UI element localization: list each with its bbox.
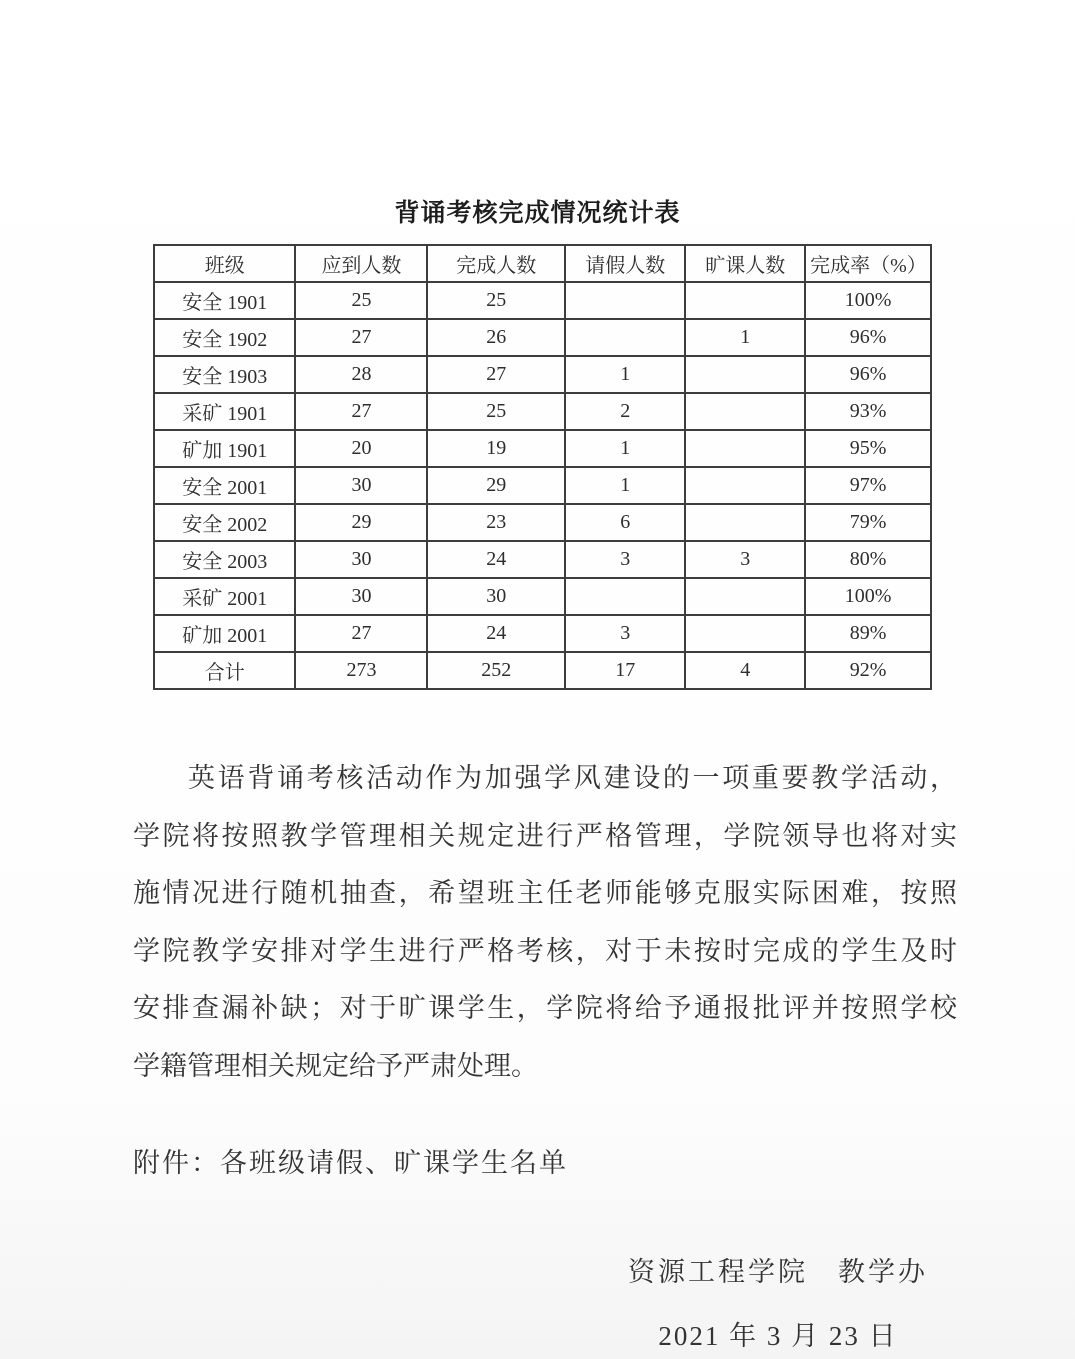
cell-class: 矿加 1901: [154, 430, 295, 467]
cell-expected: 25: [295, 282, 427, 319]
cell-expected: 27: [295, 393, 427, 430]
cell-expected: 20: [295, 430, 427, 467]
cell-class: 矿加 2001: [154, 615, 295, 652]
header-completed-count: 完成人数: [427, 245, 565, 282]
table-row: [154, 319, 931, 356]
cell-completed: 25: [427, 282, 565, 319]
cell-leave: 3: [565, 541, 685, 578]
table-row: [154, 615, 931, 652]
cell-expected: 28: [295, 356, 427, 393]
cell-rate: 100%: [805, 578, 931, 615]
signature-department: 资源工程学院 教学办: [628, 1257, 928, 1287]
cell-absent: [685, 615, 805, 652]
signature-block: [628, 1250, 928, 1353]
cell-expected: 29: [295, 504, 427, 541]
cell-absent: [685, 467, 805, 504]
table-header-row: [154, 245, 931, 282]
cell-leave: 17: [565, 652, 685, 689]
table-row: [154, 541, 931, 578]
cell-class: 安全 2001: [154, 467, 295, 504]
cell-class: 采矿 1901: [154, 393, 295, 430]
table-row: [154, 430, 931, 467]
header-leave-count: 请假人数: [565, 245, 685, 282]
cell-class: 安全 1903: [154, 356, 295, 393]
cell-leave: [565, 282, 685, 319]
attachment-note: 附件：各班级请假、旷课学生名单: [133, 1148, 568, 1178]
cell-rate: 92%: [805, 652, 931, 689]
cell-class: 安全 2003: [154, 541, 295, 578]
cell-leave: 2: [565, 393, 685, 430]
cell-completed: 26: [427, 319, 565, 356]
document-title: 背诵考核完成情况统计表: [394, 200, 681, 227]
cell-absent: 4: [685, 652, 805, 689]
cell-expected: 30: [295, 467, 427, 504]
table-row: [154, 578, 931, 615]
cell-expected: 30: [295, 541, 427, 578]
cell-leave: [565, 578, 685, 615]
signature-date: 2021 年 3 月 23 日: [658, 1321, 898, 1351]
table-row-total: [154, 652, 931, 689]
cell-completed: 252: [427, 652, 565, 689]
cell-class: 采矿 2001: [154, 578, 295, 615]
cell-completed: 24: [427, 615, 565, 652]
table-row: [154, 393, 931, 430]
cell-leave: 3: [565, 615, 685, 652]
cell-absent: 3: [685, 541, 805, 578]
header-absent-count: 旷课人数: [685, 245, 805, 282]
cell-rate: 93%: [805, 393, 931, 430]
cell-rate: 96%: [805, 319, 931, 356]
cell-rate: 80%: [805, 541, 931, 578]
cell-absent: [685, 430, 805, 467]
cell-leave: 6: [565, 504, 685, 541]
cell-absent: [685, 356, 805, 393]
cell-rate: 100%: [805, 282, 931, 319]
cell-completed: 24: [427, 541, 565, 578]
cell-completed: 23: [427, 504, 565, 541]
cell-completed: 27: [427, 356, 565, 393]
paragraph-line: 学院将按照教学管理相关规定进行严格管理，学院领导也将对实: [133, 820, 957, 851]
header-completion-rate: 完成率（%）: [805, 245, 931, 282]
cell-class: 安全 2002: [154, 504, 295, 541]
cell-expected: 30: [295, 578, 427, 615]
cell-expected: 27: [295, 319, 427, 356]
cell-rate: 79%: [805, 504, 931, 541]
paragraph-line: 学院教学安排对学生进行严格考核，对于未按时完成的学生及时: [133, 935, 957, 966]
paragraph-line: 施情况进行随机抽查，希望班主任老师能够克服实际困难，按照: [133, 878, 957, 908]
cell-completed: 19: [427, 430, 565, 467]
cell-class: 合计: [154, 652, 295, 689]
table-row: [154, 504, 931, 541]
header-class: 班级: [154, 245, 295, 282]
cell-completed: 25: [427, 393, 565, 430]
table-row: [154, 467, 931, 504]
cell-completed: 29: [427, 467, 565, 504]
cell-expected: 27: [295, 615, 427, 652]
cell-rate: 97%: [805, 467, 931, 504]
cell-leave: 1: [565, 430, 685, 467]
cell-rate: 96%: [805, 356, 931, 393]
paragraph-line: 学籍管理相关规定给予严肃处理。: [133, 1050, 538, 1081]
cell-leave: 1: [565, 467, 685, 504]
statistics-table: [153, 244, 932, 690]
cell-class: 安全 1902: [154, 319, 295, 356]
cell-leave: 1: [565, 356, 685, 393]
cell-rate: 89%: [805, 615, 931, 652]
header-expected-count: 应到人数: [295, 245, 427, 282]
cell-absent: [685, 578, 805, 615]
table-row: [154, 282, 931, 319]
cell-absent: [685, 282, 805, 319]
cell-leave: [565, 319, 685, 356]
cell-expected: 273: [295, 652, 427, 689]
cell-class: 安全 1901: [154, 282, 295, 319]
cell-rate: 95%: [805, 430, 931, 467]
paragraph-line: 英语背诵考核活动作为加强学风建设的一项重要教学活动，: [188, 763, 957, 793]
cell-absent: [685, 393, 805, 430]
paragraph-line: 安排查漏补缺；对于旷课学生，学院将给予通报批评并按照学校: [133, 993, 957, 1023]
cell-completed: 30: [427, 578, 565, 615]
cell-absent: [685, 504, 805, 541]
body-paragraph: [133, 750, 957, 1095]
table-row: [154, 356, 931, 393]
cell-absent: 1: [685, 319, 805, 356]
